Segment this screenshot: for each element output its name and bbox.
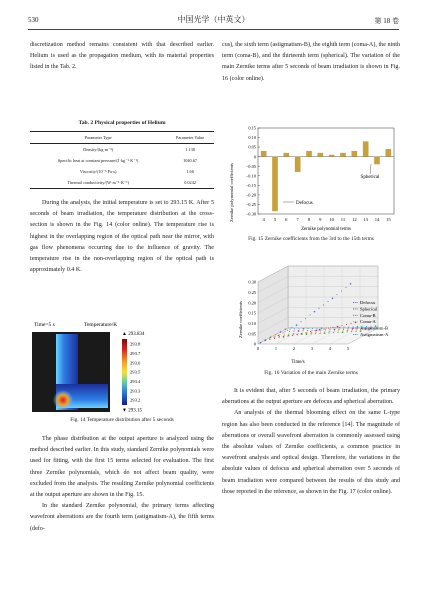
y-tick-label: 0.10 xyxy=(248,320,256,326)
right-paragraph-1: cus), the sixth term (astigmatism-B), the eighth term (coma-A), the ninth term (coma-B), and the thirteenth term (spherical). The variation of the main Zernike terms after 5 seconds of beam irradiation is shown in Fig. 16 (color online). xyxy=(222,42,400,82)
y-tick-label: 0.15 xyxy=(248,125,256,131)
bar xyxy=(340,153,346,157)
data-point xyxy=(287,330,288,331)
data-point xyxy=(339,327,341,329)
data-point xyxy=(316,328,317,329)
data-point xyxy=(324,332,326,334)
data-point xyxy=(314,311,316,313)
table-row xyxy=(30,144,214,156)
data-point xyxy=(260,342,262,344)
volume-label: 第 18 卷 xyxy=(374,17,399,25)
table-caption: Tab. 2 Physical properties of Helium xyxy=(78,120,166,126)
data-point xyxy=(292,334,293,335)
data-point xyxy=(342,330,343,331)
data-point xyxy=(341,325,342,326)
table-row xyxy=(30,166,214,177)
y-tick-label: 0.15 xyxy=(248,310,256,316)
fig15-caption: Fig. 15 Zernike coefficients from the 3rd to the 15th terms xyxy=(248,236,374,242)
data-point xyxy=(321,327,323,329)
legend-entry: Coma-B xyxy=(360,312,376,318)
data-point xyxy=(352,326,353,327)
data-point xyxy=(306,332,307,333)
fig14-temperature-map xyxy=(30,318,214,414)
data-point xyxy=(301,334,302,335)
y-tick-label: 0 xyxy=(253,341,256,347)
data-point xyxy=(334,329,336,331)
data-point xyxy=(333,331,334,332)
data-point xyxy=(341,290,342,291)
x-tick-label: 8 xyxy=(307,217,311,222)
data-point xyxy=(332,297,334,299)
data-point xyxy=(312,328,313,329)
data-point xyxy=(318,308,319,309)
legend-entry: Astigmatism-B xyxy=(360,325,389,331)
x-tick-label: 7 xyxy=(296,217,299,222)
data-point xyxy=(323,328,324,329)
data-point xyxy=(338,331,339,332)
x-tick-label: 5 xyxy=(273,217,277,222)
page-header xyxy=(28,14,399,28)
table-header-cell: Parameter Type xyxy=(30,132,166,144)
data-point xyxy=(289,331,290,332)
data-point xyxy=(314,330,315,331)
data-point xyxy=(293,331,294,332)
bar xyxy=(318,153,324,157)
table-cell: Thermal conductivity/(W·m⁻¹·K⁻¹) xyxy=(30,177,166,189)
header-rule xyxy=(28,29,399,30)
data-point xyxy=(333,332,334,333)
colorbar-tick-label: 293.2 xyxy=(130,397,141,403)
x-tick-label: 12 xyxy=(352,217,357,222)
data-point xyxy=(346,331,347,332)
x-tick-label: 2 xyxy=(292,346,296,351)
bar xyxy=(295,157,301,172)
data-point xyxy=(282,332,283,333)
data-point xyxy=(346,324,347,325)
bar xyxy=(386,149,392,157)
data-point xyxy=(350,323,351,324)
data-point xyxy=(275,334,277,336)
fig14-max-label: ▲ 293.834 xyxy=(122,332,145,337)
bar xyxy=(284,153,290,157)
data-point xyxy=(345,287,346,288)
data-point xyxy=(338,329,339,330)
data-point xyxy=(288,334,290,336)
data-point xyxy=(357,326,359,328)
fig14-min-label: ▼ 293.15 xyxy=(122,408,142,414)
fig15-annotation-spherical: Spherical xyxy=(360,175,380,180)
table-cell: Density/(kg·m⁻³) xyxy=(83,146,114,152)
data-point xyxy=(355,331,356,332)
page-number: 530 xyxy=(28,16,39,24)
data-point xyxy=(298,328,299,329)
data-point xyxy=(309,314,310,315)
fig16-caption: Fig. 16 Variation of the main Zernike terms xyxy=(264,370,358,376)
data-point xyxy=(283,336,285,338)
fig15-plot-frame xyxy=(258,128,394,214)
data-point xyxy=(315,333,316,334)
data-point xyxy=(328,332,329,333)
x-tick-label: 4 xyxy=(328,346,332,351)
data-point xyxy=(327,301,328,302)
data-point xyxy=(311,330,312,331)
data-point xyxy=(294,328,295,329)
table-row xyxy=(30,177,214,189)
data-point xyxy=(307,330,308,331)
journal-title: 中国光学（中英文） xyxy=(177,15,250,24)
data-point xyxy=(329,329,330,330)
y-tick-label: −0.20 xyxy=(245,192,256,198)
left-paragraph-3: The phase distribution at the output aperture is analyzed using the method described earlier. In this study, standard Zernike polynomials were used for fitting, with the first 15 terms selected for evaluation. The first three Zernike polynomials, which do not affect beam quality, were excluded from the analysis. The resulting Zernike polynomial coefficients at the output aperture are shown in the Fig. 15. In the standard Zernike polynomial, the primary terms affecting wavefront aberrations are the fourth term (astigmatism-A), the fifth terms (defo- xyxy=(30,436,214,532)
y-tick-label: −0.05 xyxy=(245,163,256,169)
fig15-spherical-pointer xyxy=(370,164,371,174)
x-tick-label: 10 xyxy=(329,217,334,222)
data-point xyxy=(269,339,270,340)
data-point xyxy=(319,329,321,331)
data-point xyxy=(305,332,306,333)
fig15-x-label: Zernike polynomial terms xyxy=(301,227,351,232)
y-tick-label: 0.05 xyxy=(248,331,256,337)
data-point xyxy=(351,330,352,331)
data-point xyxy=(307,328,308,329)
y-tick-label: −0.15 xyxy=(245,182,256,188)
data-point xyxy=(289,329,290,330)
x-tick-label: 0 xyxy=(256,346,260,351)
data-point xyxy=(296,324,298,326)
bar xyxy=(306,151,312,157)
data-point xyxy=(325,329,326,330)
data-point xyxy=(356,329,357,330)
data-point xyxy=(343,327,344,328)
left-paragraph-1: discretization method remains consistent with that described earlier. Helium is used as the propagation medium, with its material properties listed in the Tab. 2. xyxy=(30,42,214,71)
data-point xyxy=(306,333,308,335)
data-point xyxy=(303,328,305,330)
data-point xyxy=(320,330,321,331)
data-point xyxy=(315,332,316,333)
y-tick-label: 0 xyxy=(253,154,256,160)
fig14-colorbar-ticks xyxy=(130,342,141,403)
data-point xyxy=(265,339,267,341)
helium-properties-table xyxy=(30,131,214,189)
data-point xyxy=(332,327,333,328)
colorbar-tick-label: 293.4 xyxy=(130,379,141,385)
y-tick-label: 0.30 xyxy=(248,279,256,285)
data-point xyxy=(351,331,352,332)
table-cell: 1.138 xyxy=(185,147,195,152)
x-tick-label: 4 xyxy=(262,217,265,222)
data-point xyxy=(291,327,292,328)
table-cell: 1040.67 xyxy=(183,158,198,163)
colorbar-tick-label: 293.3 xyxy=(130,388,141,394)
data-point xyxy=(328,328,329,329)
y-tick-label: 0.10 xyxy=(248,135,256,141)
data-point xyxy=(347,330,349,332)
data-point xyxy=(297,333,298,334)
data-point xyxy=(302,330,303,331)
x-tick-label: 5 xyxy=(346,346,350,351)
colorbar-tick-label: 293.6 xyxy=(130,360,141,366)
data-point xyxy=(336,294,337,295)
data-point xyxy=(347,329,348,330)
data-point xyxy=(342,331,344,333)
y-tick-label: −0.10 xyxy=(245,173,256,179)
table-cell: 1.66 xyxy=(186,169,194,174)
colorbar-tick-label: 293.7 xyxy=(130,351,141,357)
data-point xyxy=(305,318,306,319)
bar xyxy=(374,157,380,165)
data-point xyxy=(337,326,339,328)
colorbar-tick-label: 293.8 xyxy=(130,341,141,347)
table-cell: 0.0242 xyxy=(166,177,214,189)
data-point xyxy=(337,332,338,333)
y-tick-label: −0.30 xyxy=(245,211,256,217)
data-point xyxy=(270,337,272,339)
fig16-y-label: Zernike coefficients xyxy=(238,301,243,338)
table-row xyxy=(30,155,214,166)
left-paragraph-2: During the analysis, the initial temperature is set to 293.15 K. After 5 seconds of beam irradiation, the temperature distribution at the cross-section is shown in the Fig. 14 (color online). The temperature rise is highest in the overlapping region of the optical path near the mirror, with gas flow phenomena occurring due to the influence of gravity. The temperature rise in the non-overlapping region of the optical path is approximately 0.4 K. xyxy=(30,200,214,274)
data-point xyxy=(302,333,303,334)
table-header-cell: Parameter Value xyxy=(166,132,214,144)
data-point xyxy=(273,337,274,338)
data-point xyxy=(310,333,311,334)
x-tick-label: 9 xyxy=(319,217,322,222)
data-point xyxy=(343,329,344,330)
fig15-bar-chart xyxy=(222,124,400,232)
bar xyxy=(352,151,358,157)
x-tick-label: 11 xyxy=(340,217,346,222)
data-point xyxy=(284,331,285,332)
legend-entry: Spherical xyxy=(360,306,378,312)
fig14-caption: Fig. 14 Temperature distribution after 5 seconds xyxy=(70,417,174,423)
data-point xyxy=(274,338,275,339)
y-tick-label: 0.25 xyxy=(248,289,256,295)
x-tick-label: 13 xyxy=(363,217,368,222)
data-point xyxy=(334,327,335,328)
x-tick-label: 6 xyxy=(285,217,288,222)
x-tick-label: 1 xyxy=(274,346,278,351)
data-point xyxy=(297,334,298,335)
colorbar-tick-label: 293.5 xyxy=(130,369,141,375)
fig14-time-label: Time=5 s xyxy=(34,322,55,328)
data-point xyxy=(285,329,287,331)
fig15-axis-ticks xyxy=(246,126,394,222)
bar xyxy=(272,157,278,211)
fig15-annotation-defocus: Defocus xyxy=(296,201,313,206)
bar xyxy=(363,141,369,156)
fig16-x-label: Time/s xyxy=(291,360,305,365)
data-point xyxy=(348,327,349,328)
x-tick-label: 14 xyxy=(374,217,380,222)
data-point xyxy=(316,330,318,332)
legend-entry: Coma-A xyxy=(360,319,376,325)
data-point xyxy=(320,332,321,333)
x-tick-label: 15 xyxy=(386,217,391,222)
data-point xyxy=(288,333,289,334)
data-point xyxy=(279,336,280,337)
data-point xyxy=(280,331,282,333)
data-point xyxy=(284,334,285,335)
data-point xyxy=(300,321,301,322)
data-point xyxy=(298,330,300,332)
legend-entry: Astigmatism-A xyxy=(360,332,389,337)
data-point xyxy=(324,331,325,332)
fig16-grid xyxy=(248,266,378,351)
fig14-unit-label: Temperature/K xyxy=(84,322,118,328)
right-paragraph-2: It is evident that, after 5 seconds of beam irradiation, the primary aberrations at the output aperture are defocus and spherical aberration. An analysis of the thermal blooming effect on the same L-type region has also been conducted in the reference [14]. The magnitude of aberrations or overall wavefront aberration is commonly assessed using the absolute values of Zernike coefficients, a common practice in wavefront analysis and optical design. Therefore, the variations in the absolute values of defocus and spherical aberration over 5 seconds of beam irradiation were compared between the results of this study and those reported in the reference, as shown in the Fig. 17 (color online). xyxy=(222,388,400,495)
bar xyxy=(329,155,335,157)
data-point xyxy=(293,333,295,335)
data-point xyxy=(279,334,280,335)
y-tick-label: −0.25 xyxy=(245,202,256,208)
data-point xyxy=(278,337,279,338)
y-tick-label: 0.20 xyxy=(248,300,256,306)
data-point xyxy=(283,335,284,336)
data-point xyxy=(325,327,326,328)
data-point xyxy=(350,283,352,285)
x-tick-label: 3 xyxy=(310,346,314,351)
fig15-y-label: Zernike polynomial coefficients xyxy=(229,163,234,222)
data-point xyxy=(330,327,331,328)
bar xyxy=(261,151,267,157)
fig14-colorbar xyxy=(122,339,127,405)
data-point xyxy=(329,331,331,333)
data-point xyxy=(323,304,324,305)
fig16-scatter-chart xyxy=(222,248,400,366)
legend-entry: Defocus xyxy=(360,300,376,305)
table-cell: Viscosity/(10⁻⁵ Pa·s) xyxy=(79,168,117,174)
data-point xyxy=(311,332,313,334)
y-tick-label: 0.05 xyxy=(248,144,256,150)
fig14-hot-spot xyxy=(53,390,73,410)
data-point xyxy=(319,333,320,334)
table-cell: Specific heat at constant pressure/(J·kg⁻¹·K⁻¹) xyxy=(57,157,139,163)
data-point xyxy=(274,336,275,337)
